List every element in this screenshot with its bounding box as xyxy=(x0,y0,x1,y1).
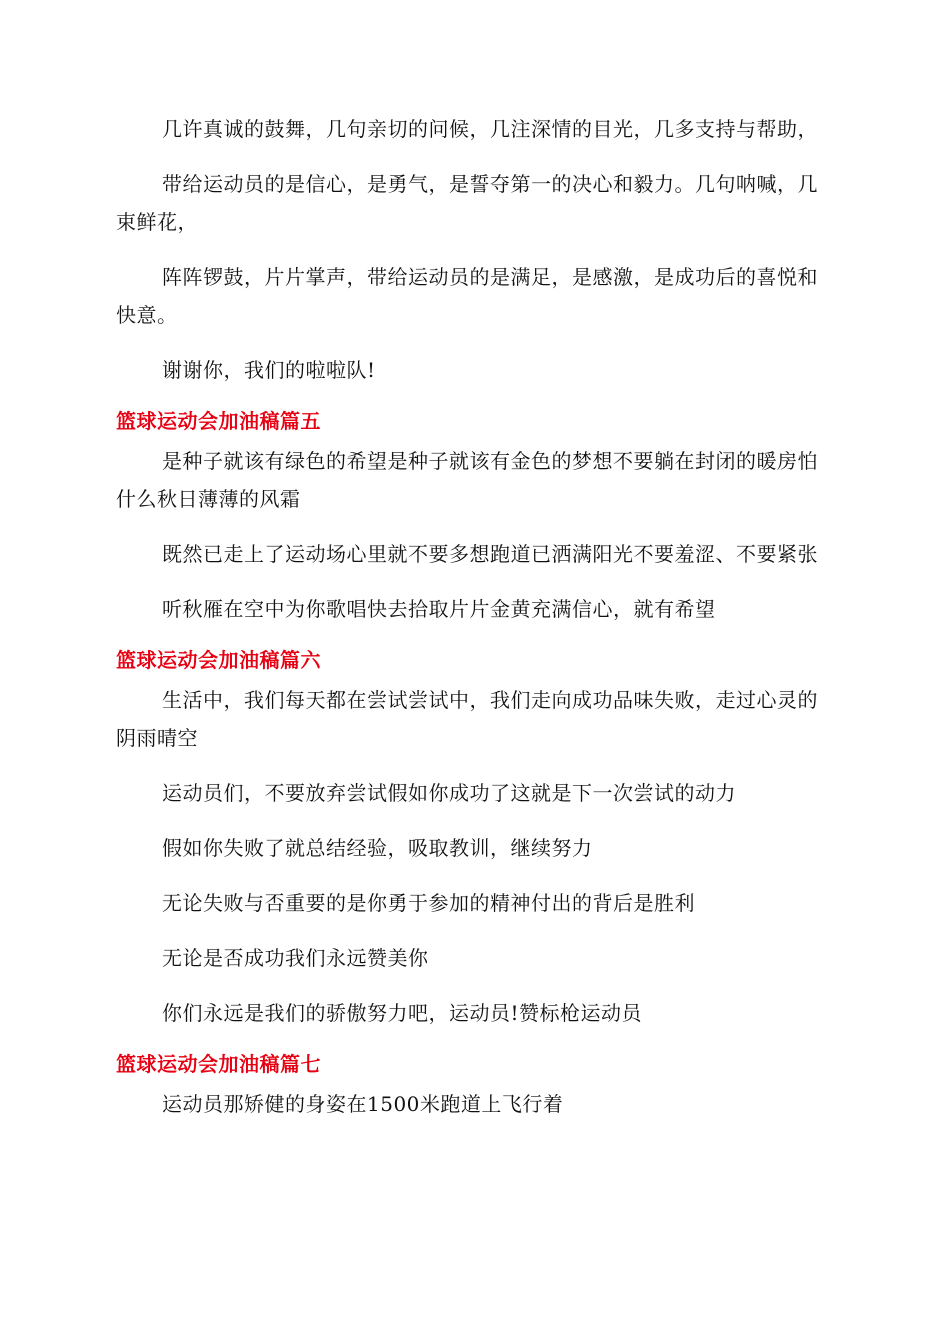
paragraph: 听秋雁在空中为你歌唱快去拾取片片金黄充满信心，就有希望 xyxy=(162,597,716,621)
section-heading: 篮球运动会加油稿篇七 xyxy=(116,1052,321,1076)
section-heading: 篮球运动会加油稿篇六 xyxy=(116,648,321,672)
paragraph: 是种子就该有绿色的希望是种子就该有金色的梦想不要躺在封闭的暖房怕什么秋日薄薄的风霜 xyxy=(116,449,818,511)
paragraph: 无论失败与否重要的是你勇于参加的精神付出的背后是胜利 xyxy=(162,891,695,915)
paragraph: 阵阵锣鼓，片片掌声，带给运动员的是满足，是感激，是成功后的喜悦和快意。 xyxy=(116,265,818,327)
paragraph: 谢谢你，我们的啦啦队! xyxy=(162,358,376,382)
section-six xyxy=(116,645,836,1032)
paragraph: 带给运动员的是信心，是勇气，是誓夺第一的决心和毅力。几句呐喊，几束鲜花， xyxy=(116,172,818,234)
paragraph: 生活中，我们每天都在尝试尝试中，我们走向成功品味失败，走过心灵的阴雨晴空 xyxy=(116,688,818,750)
paragraph: 运动员那矫健的身姿在1500米跑道上飞行着 xyxy=(162,1092,564,1116)
paragraph: 既然已走上了运动场心里就不要多想跑道已洒满阳光不要羞涩、不要紧张 xyxy=(162,542,818,566)
paragraph: 几许真诚的鼓舞，几句亲切的问候，几注深情的目光，几多支持与帮助， xyxy=(162,117,818,141)
paragraph: 运动员们，不要放弃尝试假如你成功了这就是下一次尝试的动力 xyxy=(162,781,736,805)
section-five xyxy=(116,406,836,628)
paragraph: 假如你失败了就总结经验，吸取教训，继续努力 xyxy=(162,836,593,860)
paragraph: 你们永远是我们的骄傲努力吧，运动员!赞标枪运动员 xyxy=(162,1001,643,1025)
section-intro xyxy=(116,110,836,389)
section-heading: 篮球运动会加油稿篇五 xyxy=(116,409,321,433)
document-page xyxy=(116,110,836,1140)
paragraph: 无论是否成功我们永远赞美你 xyxy=(162,946,429,970)
section-seven xyxy=(116,1049,836,1123)
